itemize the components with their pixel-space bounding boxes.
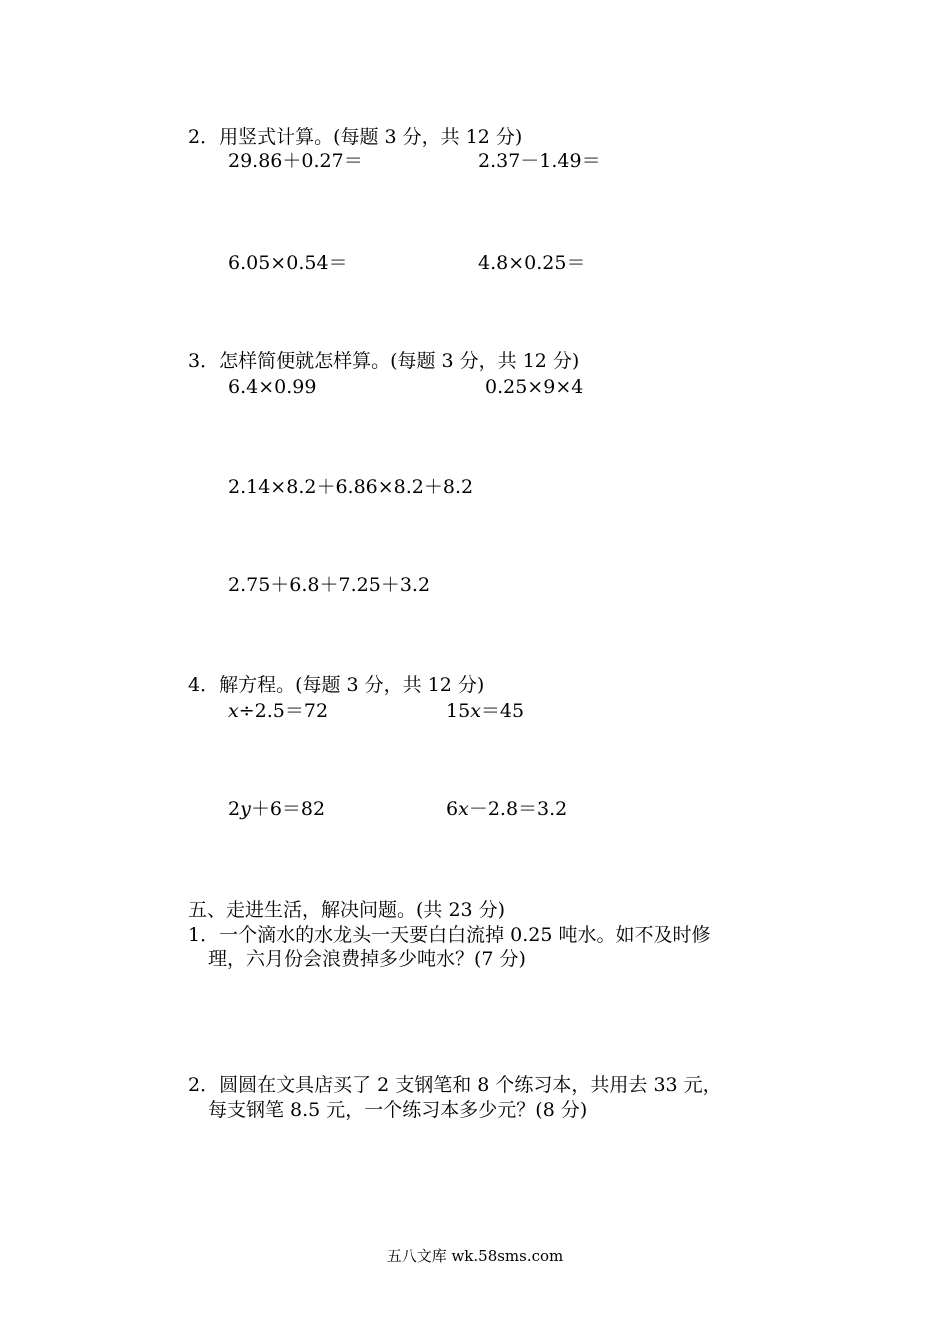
equation-4 (446, 796, 567, 822)
equation-4-coefficient: 6 (446, 798, 459, 820)
equation-3-rest: ＋6＝82 (250, 798, 326, 820)
equation-2-variable: x (470, 700, 481, 722)
section-4-heading: 4．解方程。(每题 3 分，共 12 分) (188, 674, 485, 696)
vertical-calc-item-1: 29.86＋0.27＝ (228, 150, 363, 172)
equation-2-rest: ＝45 (480, 700, 525, 722)
equation-2-coefficient: 15 (446, 700, 471, 722)
equation-3 (228, 796, 325, 822)
section-3-heading: 3．怎样简便就怎样算。(每题 3 分，共 12 分) (188, 350, 580, 372)
word-problem-2-line-2: 每支钢笔 8.5 元，一个练习本多少元？(8 分) (208, 1099, 588, 1121)
vertical-calc-item-3: 6.05×0.54＝ (228, 252, 348, 274)
equation-1 (228, 698, 328, 724)
equation-1-rest: ÷2.5＝72 (238, 700, 329, 722)
vertical-calc-item-2: 2.37－1.49＝ (478, 150, 601, 172)
simplify-item-1: 6.4×0.99 (228, 376, 317, 398)
equation-4-rest: －2.8＝3.2 (468, 798, 568, 820)
equation-3-variable: y (240, 798, 251, 820)
simplify-item-2: 0.25×9×4 (485, 376, 584, 398)
footer-watermark: 五八文库 wk.58sms.com (386, 1247, 564, 1265)
simplify-item-4: 2.75＋6.8＋7.25＋3.2 (228, 574, 431, 596)
word-problem-2-line-1: 2．圆圆在文具店买了 2 支钢笔和 8 个练习本，共用去 33 元， (188, 1074, 722, 1096)
word-problem-1-line-2: 理，六月份会浪费掉多少吨水？(7 分) (208, 948, 526, 970)
simplify-item-3: 2.14×8.2＋6.86×8.2＋8.2 (228, 476, 474, 498)
equation-4-variable: x (458, 798, 469, 820)
equation-3-coefficient: 2 (228, 798, 241, 820)
vertical-calc-item-4: 4.8×0.25＝ (478, 252, 586, 274)
equation-1-variable: x (228, 700, 239, 722)
section-2-heading: 2．用竖式计算。(每题 3 分，共 12 分) (188, 126, 523, 148)
word-problem-1-line-1: 1．一个滴水的水龙头一天要白白流掉 0.25 吨水。如不及时修 (188, 924, 711, 946)
section-5-heading: 五、走进生活，解决问题。(共 23 分) (188, 899, 506, 921)
equation-2 (446, 698, 524, 724)
